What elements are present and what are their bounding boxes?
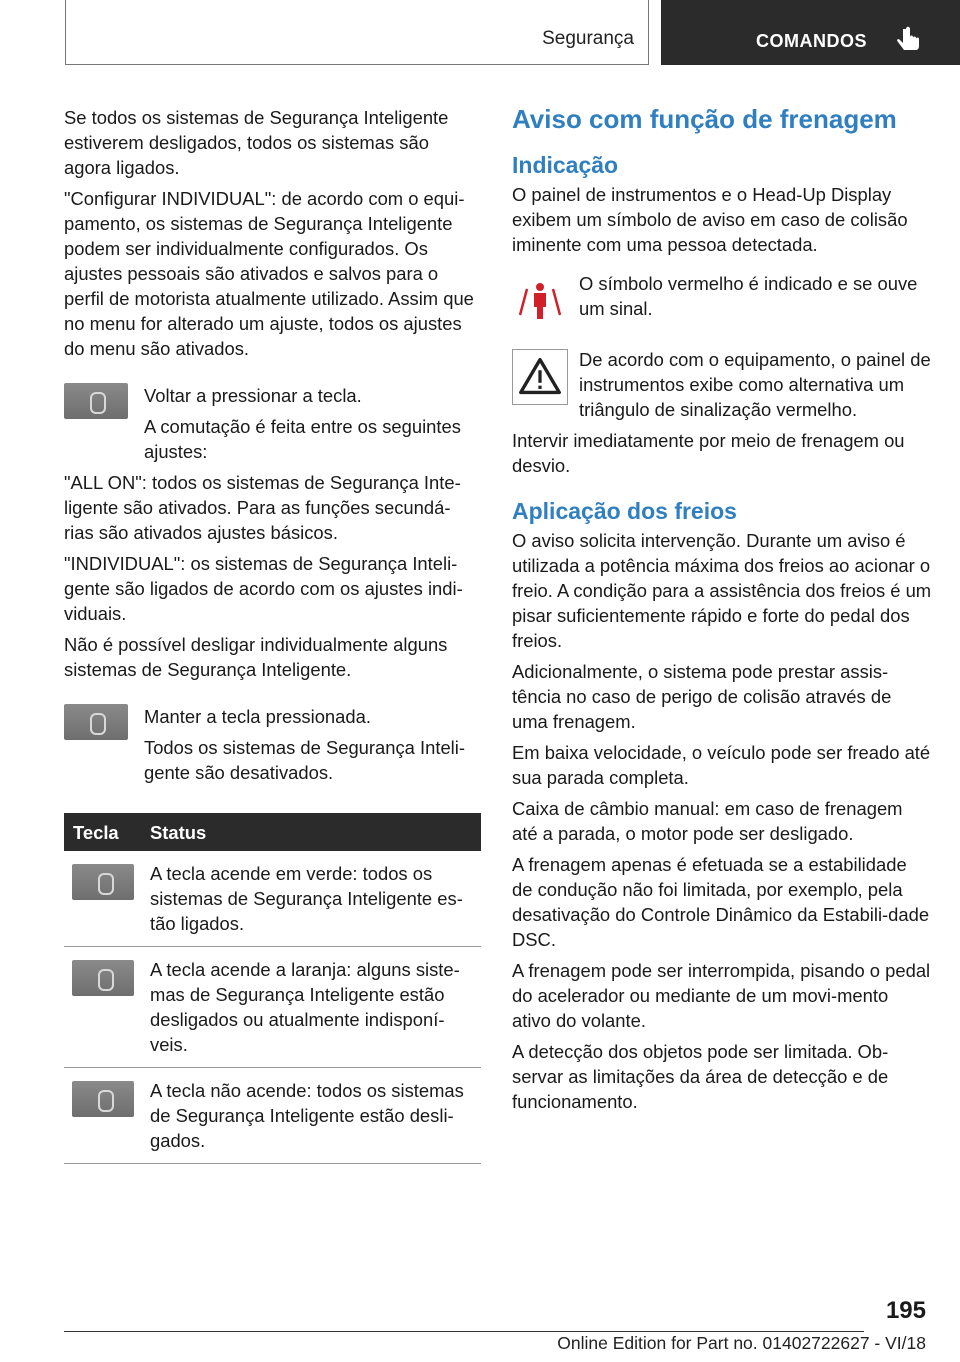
section-title: Aviso com função de frenagem	[512, 104, 897, 134]
key-press-again-block	[64, 383, 480, 464]
table-row	[64, 851, 481, 947]
left-paragraph-note: Não é possível desligar individualmente alguns sistemas de Segurança Inteligente.	[64, 634, 448, 680]
key-hold-text: Manter a tecla pressionada.	[144, 706, 371, 727]
header-chapter-box	[661, 0, 960, 65]
footer-divider	[64, 1331, 864, 1332]
right-paragraph-4: Adicionalmente, o sistema pode prestar assis-tência no caso de perigo de colisão através de uma frenagem.	[512, 661, 892, 732]
safety-key-icon	[72, 864, 134, 900]
safety-key-icon	[72, 960, 134, 996]
page-number: 195	[885, 1297, 926, 1324]
safety-key-icon	[72, 1081, 134, 1117]
pedestrian-warning-text: O símbolo vermelho é indicado e se ouve um sinal.	[579, 273, 918, 319]
left-paragraph-1: Se todos os sistemas de Segurança Inteligente estiverem desligados, todos os sistemas são agora ligados.	[64, 107, 449, 178]
right-paragraph-3: O aviso solicita intervenção. Durante um aviso é utilizada a potência máxima dos freios ao acionar o freio. A condição para a assistência dos freios é um pisar suficientemente rápido e forte do pedal dos freios.	[512, 530, 932, 651]
right-paragraph-7: A frenagem apenas é efetuada se a estabilidade de condução não foi limitada, por exemplo, pela desativação do Controle Dinâmico da Estabili-dade DSC.	[512, 854, 930, 950]
left-paragraph-all-on: "ALL ON": todos os sistemas de Segurança Inte-ligente são ativados. Para as funções secundá-rias são ativados ajustes básicos.	[64, 472, 461, 543]
table-header-status: Status	[150, 821, 207, 843]
hand-pointer-icon	[894, 26, 924, 56]
pedestrian-warning-icon	[512, 273, 568, 329]
triangle-warning-text: De acordo com o equipamento, o painel de instrumentos exibe como alternativa um triângulo de sinalização vermelho.	[579, 349, 931, 420]
right-paragraph-1: O painel de instrumentos e o Head-Up Display exibem um símbolo de aviso em caso de colisão iminente com uma pessoa detectada.	[512, 184, 908, 255]
header-section-title: Segurança	[542, 28, 634, 49]
right-paragraph-2: Intervir imediatamente por meio de frenagem ou desvio.	[512, 430, 905, 476]
triangle-warning-block	[512, 347, 932, 422]
header-chapter-title: COMANDOS	[756, 31, 867, 51]
right-paragraph-8: A frenagem pode ser interrompida, pisando o pedal do acelerador ou mediante de um movi-mento ativo do volante.	[512, 960, 931, 1031]
table-row-status: A tecla não acende: todos os sistemas de Segurança Inteligente estão desli-gados.	[150, 1080, 464, 1151]
left-paragraph-2: "Configurar INDIVIDUAL": de acordo com o equi-pamento, os sistemas de Segurança Inteligente podem ser individualmente configurados. Os ajustes pessoais são ativados e salvos para o perfil de motorista atualmente utilizado. Assim que no menu for alterado um ajuste, todos os ajustes do menu são ativados.	[64, 188, 474, 359]
key-hold-result-text: Todos os sistemas de Segurança Inteli-gente são desativados.	[144, 737, 465, 783]
table-header-key: Tecla	[73, 821, 119, 843]
table-row	[64, 947, 481, 1068]
right-paragraph-5: Em baixa velocidade, o veículo pode ser freado até sua parada completa.	[512, 742, 931, 788]
right-paragraph-9: A detecção dos objetos pode ser limitada. Ob-servar as limitações da área de detecção e de funcionamento.	[512, 1041, 889, 1112]
warning-triangle-icon	[512, 349, 568, 405]
status-table	[64, 813, 481, 1164]
subheading-indicacao: Indicação	[512, 152, 619, 178]
left-paragraph-individual: "INDIVIDUAL": os sistemas de Segurança Inteli-gente são ligados de acordo com os ajustes indi-viduais.	[64, 553, 463, 624]
key-hold-block	[64, 704, 480, 785]
safety-key-icon	[64, 704, 128, 740]
footer-edition: Online Edition for Part no. 01402722627 - VI/18	[557, 1333, 926, 1353]
subheading-aplicacao: Aplicação dos freios	[512, 498, 737, 524]
safety-key-icon	[64, 383, 128, 419]
table-row	[64, 1068, 481, 1164]
right-column	[512, 102, 932, 1120]
right-paragraph-6: Caixa de câmbio manual: em caso de frenagem até a parada, o motor pode ser desligado.	[512, 798, 903, 844]
table-row-status: A tecla acende em verde: todos os sistemas de Segurança Inteligente es-tão ligados.	[150, 863, 463, 934]
key-toggle-text: A comutação é feita entre os seguintes ajustes:	[144, 416, 461, 462]
key-press-again-text: Voltar a pressionar a tecla.	[144, 385, 362, 406]
pedestrian-warning-block	[512, 271, 932, 333]
table-row-status: A tecla acende a laranja: alguns siste-mas de Segurança Inteligente estão desligados ou atualmente indisponí-veis.	[150, 959, 460, 1055]
header-section-box	[65, 0, 649, 65]
table-header	[64, 813, 481, 851]
left-column	[64, 105, 480, 791]
